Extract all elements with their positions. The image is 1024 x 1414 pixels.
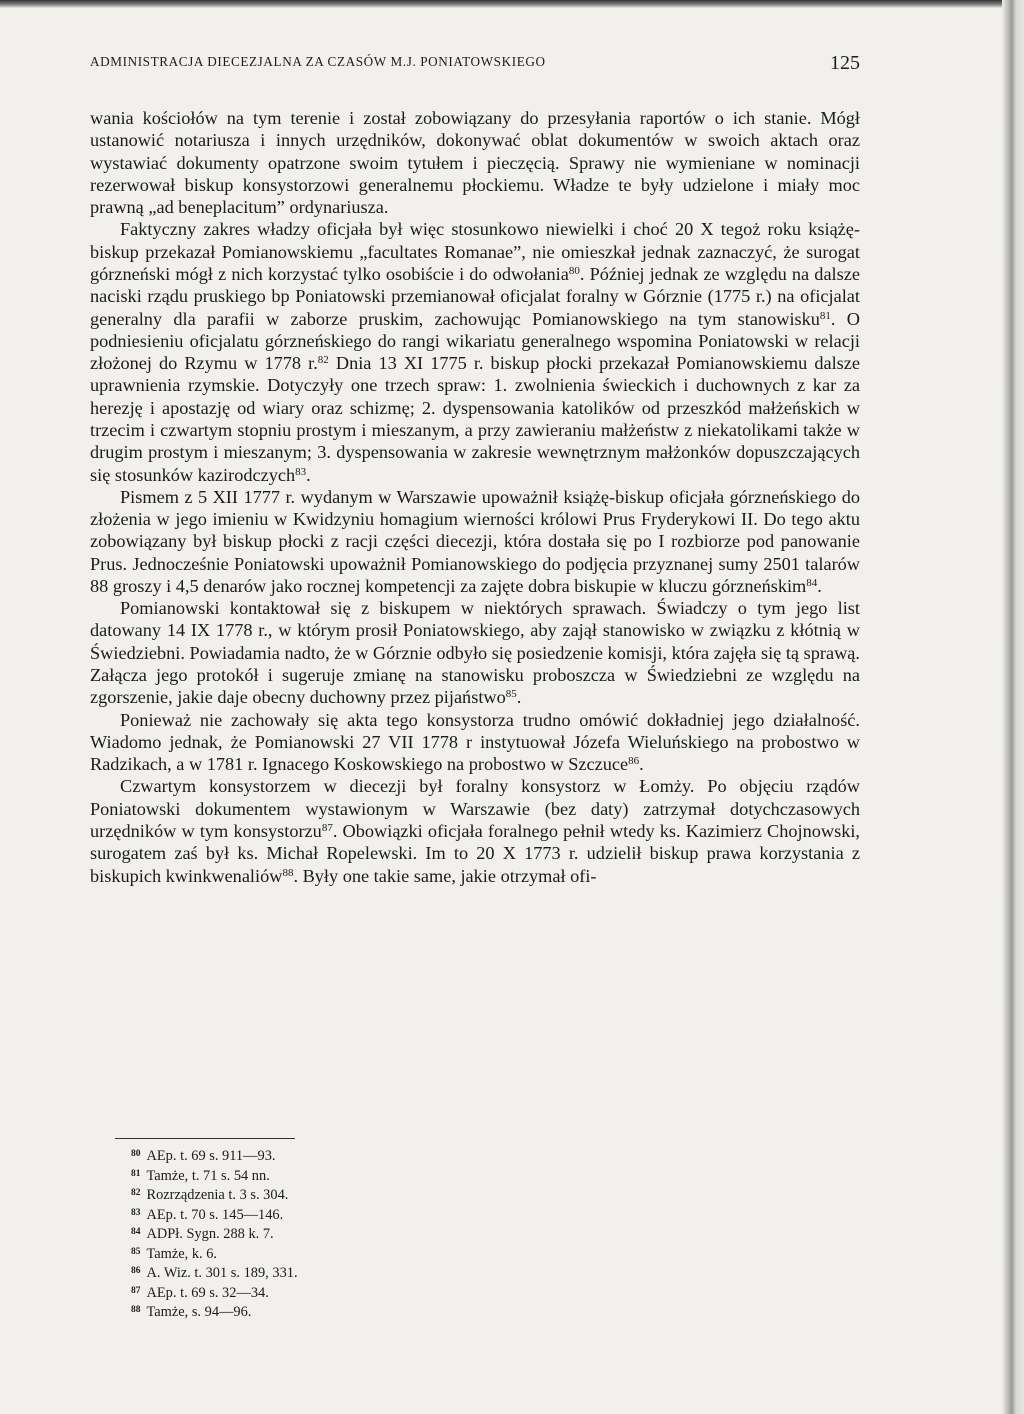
paragraph: [90, 597, 860, 708]
footnote-text: Rozrządzenia t. 3 s. 304.: [146, 1187, 289, 1203]
body-text: [90, 107, 860, 887]
footnote: [131, 1205, 631, 1225]
footnote: [131, 1283, 631, 1303]
paragraph-text: . Obowiązki oficjała foralnego pełnił wtedy ks. Kazimierz Chojnowski, surogatem zaś był ks. Michał Ropelewski. Im to 20 X 1773 r. udzielił biskup prawa korzystania z biskupich kwinkwenaliów: [90, 821, 860, 886]
scan-right-edge: [1002, 0, 1024, 1414]
footnote: [131, 1244, 631, 1264]
book-page: [0, 8, 1002, 1414]
footnote-reference: 85: [505, 688, 517, 701]
footnote: [131, 1263, 631, 1283]
paragraph: [90, 709, 860, 776]
paragraph-text: Faktyczny zakres władzy oficjała był więc stosunkowo niewielki i choć 20 X tegoż roku książę-biskup przekazał Pomianowskiemu „facultates Romanae”, nie omieszkał jednak zaznaczyć, że surogat górzneński mógł z nich korzystać tylko osobiście i do odwołania: [90, 219, 860, 284]
paragraph-text: .: [516, 687, 522, 708]
footnote-separator: [115, 1138, 295, 1139]
scan-top-edge: [0, 0, 1024, 8]
footnote-reference: 81: [819, 309, 831, 322]
footnote-text: ADPł. Sygn. 288 k. 7.: [146, 1226, 274, 1242]
footnote-number: 81: [131, 1168, 141, 1179]
paragraph: [90, 486, 860, 597]
running-head: ADMINISTRACJA DIECEZJALNA ZA CZASÓW M.J. PONIATOWSKIEGO: [90, 54, 546, 69]
footnote-number: 83: [131, 1207, 141, 1218]
footnote-number: 80: [131, 1149, 141, 1159]
paragraph: [90, 775, 860, 886]
footnote-reference: 80: [568, 264, 580, 277]
footnote-reference: 87: [321, 822, 333, 834]
paragraph: [90, 107, 860, 218]
footnote-text: AEp. t. 70 s. 145—146.: [146, 1206, 284, 1223]
footnote-text: Tamże, t. 71 s. 54 nn.: [146, 1167, 270, 1184]
paragraph-text: . Później jednak ze względu na dalsze naciski rządu pruskiego bp Poniatowski przemianował oficjalat foralny w Górznie (1775 r.) na oficjalat generalny dla parafii w zaborze pruskim, zachowując Pomianowskiego na tym stanowisku: [90, 263, 860, 329]
page-number: 125: [830, 52, 860, 74]
footnotes: [131, 1146, 631, 1322]
footnote-reference: 84: [806, 576, 818, 589]
paragraph-text: . Były one takie same, jakie otrzymał ofi-: [293, 865, 597, 886]
paragraph-text: Pomianowski kontaktował się z biskupem w niektórych sprawach. Świadczy o tym jego list datowany 14 IX 1778 r., w którym prosił Poniatowskiego, aby zajął stanowisko w związku z kłótnią w Świedziebni. Powiadamia nadto, że w Górznie odbyło się posiedzenie komisji, która zajęła się tą sprawą. Załącza jego protokół i sugeruje zmianę na stanowisku proboszcza w Świedziebni ze względu na zgorszenie, jakie daje obecny duchowny przez pijaństwo: [90, 598, 860, 708]
page-header: [90, 52, 860, 82]
footnote-number: 87: [131, 1285, 141, 1296]
paragraph: [90, 218, 860, 485]
footnote: [131, 1185, 631, 1205]
footnote: [131, 1224, 631, 1244]
footnote-number: 85: [131, 1246, 141, 1257]
footnote: [131, 1166, 631, 1186]
paragraph-text: wania kościołów na tym terenie i został zobowiązany do przesyłania raportów o ich stanie. Mógł ustanowić notariusza i innych urzędników, dokonywać oblat dokumentów w swoich aktach oraz wystawiać dokumenty opatrzone swoim tytułem i pieczęcią. Sprawy nie wymieniane w nominacji rezerwował biskup konsystorzowi generalnemu płockiemu. Władze te były udzielone i miały moc prawną „ad beneplacitum” ordynariusza.: [90, 108, 860, 218]
footnote-text: AEp. t. 69 s. 911—93.: [146, 1148, 276, 1164]
footnote-number: 84: [131, 1227, 141, 1237]
paragraph-text: Ponieważ nie zachowały się akta tego konsystorza trudno omówić dokładniej jego działalność. Wiadomo jednak, że Pomianowski 27 VII 1778 r instytuował Józefa Wieluńskiego na probostwo w Radzikach, a w 1781 r. Ignacego Koskowskiego na probostwo w Szczuce: [90, 709, 860, 775]
footnote-reference: 82: [317, 354, 329, 367]
paragraph-text: Dnia 13 XI 1775 r. biskup płocki przekazał Pomianowskiemu dalsze uprawnienia rzymskie. Dotyczyły one trzech spraw: 1. zwolnienia świeckich i duchownych z kar za herezję i apostazję od wiary oraz schizmę; 2. dyspensowania katolików od przeszkód małżeńskich w trzecim i czwartym stopniu prostym i mieszanym, a przy zawieraniu małżeństw z niekatolikami także w drugim prostym i mieszanym; 3. dyspensowania w zakresie wewnętrznym małżonków dopuszczających się stosunków kazirodczych: [90, 353, 860, 485]
footnote: [131, 1146, 631, 1166]
paragraph-text: .: [817, 575, 822, 596]
paragraph-text: .: [306, 464, 311, 485]
footnote-number: 88: [131, 1305, 141, 1315]
footnote-number: 86: [131, 1266, 141, 1276]
paragraph-text: . O podniesieniu oficjalatu górzneńskiego do rangi wikariatu generalnego wspomina Poniatowski w relacji złożonej do Rzymu w 1778 r.: [90, 308, 861, 374]
footnote-number: 82: [131, 1188, 141, 1198]
paragraph-text: Pismem z 5 XII 1777 r. wydanym w Warszawie upoważnił książę-biskup oficjała górzneńskiego do złożenia w jego imieniu w Kwidzyniu homagium wierności królowi Prus Fryderykowi II. Do tego aktu zobowiązany był biskup płocki z racji części diecezji, która dostała się po I rozbiorze pod panowanie Prus. Jednocześnie Poniatowski upoważnił Pomianowskiego do podjęcia przyznanej sumy 2501 talarów 88 groszy i 4,5 denarów jako rocznej kompetencji za zajęte dobra biskupie w kluczu górzneńskim: [90, 486, 860, 596]
footnote-text: Tamże, k. 6.: [146, 1245, 218, 1262]
footnote-text: AEp. t. 69 s. 32—34.: [146, 1284, 269, 1301]
footnote-text: A. Wiz. t. 301 s. 189, 331.: [146, 1265, 298, 1281]
paragraph-text: .: [639, 754, 644, 775]
footnote: [131, 1302, 631, 1322]
paragraph-text: Czwartym konsystorzem w diecezji był foralny konsystorz w Łomży. Po objęciu rządów Poniatowski dokumentem wystawionym w Warszawie (bez daty) zatrzymał dotychczasowych urzędników w tym konsystorzu: [90, 776, 860, 841]
footnote-reference: 88: [282, 866, 294, 879]
footnote-text: Tamże, s. 94—96.: [146, 1304, 252, 1320]
footnote-reference: 83: [295, 465, 307, 478]
footnote-reference: 86: [628, 755, 640, 768]
